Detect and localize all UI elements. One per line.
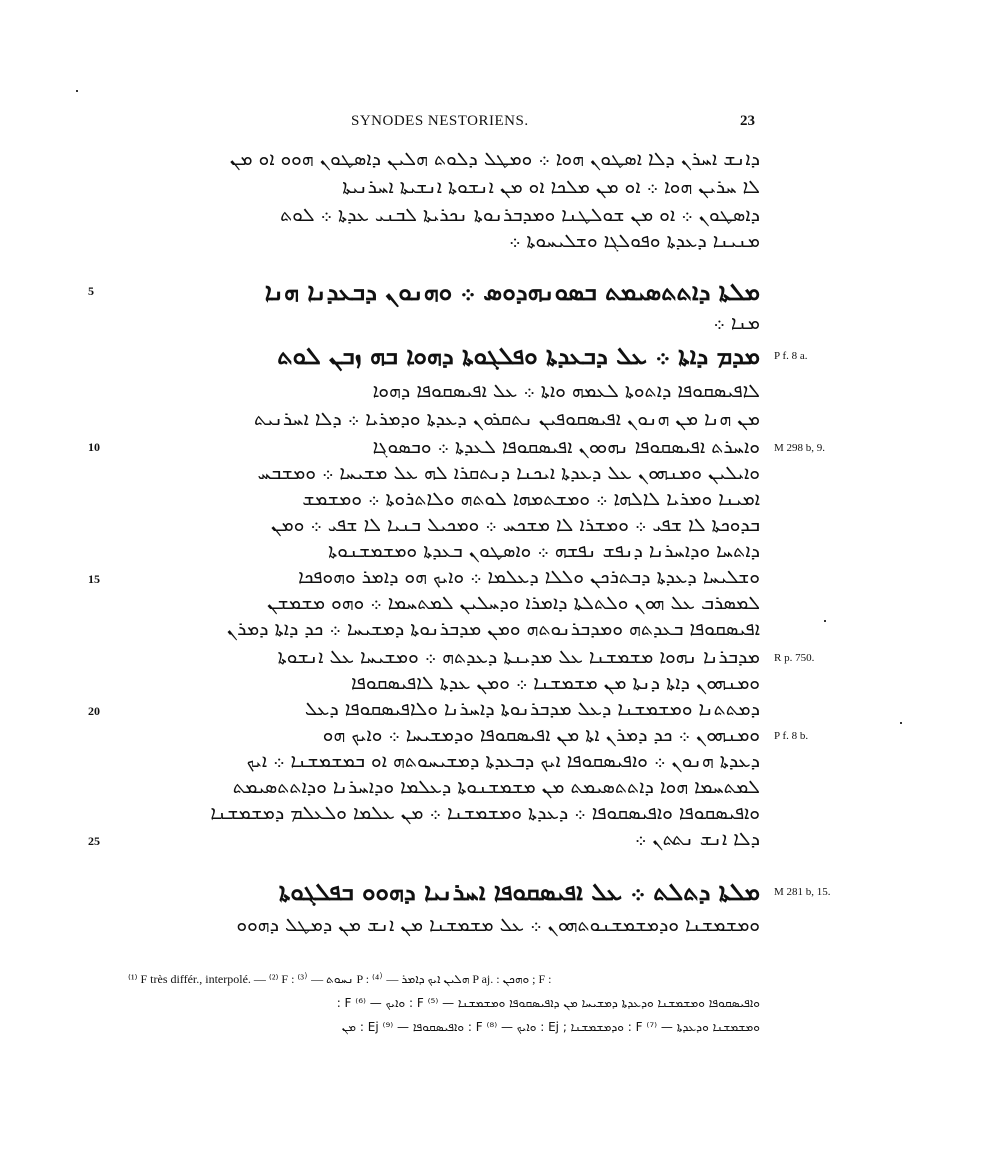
line-number: 15 xyxy=(88,572,100,586)
line-number: 10 xyxy=(88,440,100,454)
syriac-text-line: ܐܡܝܢܐ ܘܡܪܝܐ ܠܐܠܗܐ ܀ ܘܡܫܬܡܗܐ ܠܘܬܗ ܘܠܐܬܪܘܬܐ ܀ ܘܡܫܡܫ xyxy=(302,488,760,510)
running-title: SYNODES NESTORIENS. xyxy=(351,113,529,129)
footnote-line: ܘܡܫܡܫܢܐ ܘܕܥܕܬܐ — ⁽⁷⁾ F : ܘܕܡܫܡܫܢܐ ; Ej : ܘܐܝܟ — ⁽⁸⁾ F : ܘܐܦܝܣܩܘܦܐ — ⁽⁹⁾ Ej : ܡܢ xyxy=(341,1020,760,1034)
syriac-text-line: ܘܡܢܗܘܢ ܕܐܬܐ ܕܢܬܐ ܡܢ ܡܫܡܫܢܐ ܀ ܘܡܢ ܥܕܬܐ ܠܐܦܝܣܩܘܦܐ xyxy=(351,672,760,694)
syriac-text-line: ܘܐܝܠܝܢ ܘܡܢܗܘܢ ܥܠ ܕܥܕܬܐ ܐܝܟܢܐ ܕܢܬܩܪܐ ܠܗ ܥܠ ܡܫܝܚܐ ܀ ܘܡܫܒܚ xyxy=(257,462,760,484)
page-number: 23 xyxy=(740,113,755,129)
scan-speck xyxy=(76,90,78,92)
margin-note: R p. 750. xyxy=(774,652,815,664)
margin-note: M 298 b, 9. xyxy=(774,442,826,454)
syriac-text-line-lead: ܡܕܡ ܕܐܬܐ ܀ ܥܠ ܕܒܥܕܬܐ ܘܦܠܓܘܬܐ ܕܗܘܐ ܒܗ ܙܒܢ ܠܘܬ xyxy=(277,342,760,370)
syriac-text-line: ܐܦܝܣܩܘܦܐ ܒܥܕܬܗ ܘܡܕܒܪܢܘܬܗ ܘܡܢ ܡܕܒܪܢܘܬܐ ܕܡܫܝܚܐ ܀ ܟܕ ܕܐܬܐ ܕܡܪܢ xyxy=(226,618,760,640)
margin-note: P f. 8 b. xyxy=(774,730,809,742)
syriac-text-line: ܠܐ ܚܪܝܢ ܗܘܐ ܀ ܐܘ ܡܢ ܡܠܟܐ ܐܘ ܡܢ ܐܢܫܘܬܐ ܐܢܫܝܬܐ ܐܚܪܢܝܬܐ xyxy=(342,176,760,198)
syriac-text-line: ܕܐܬܚܐ ܘܕܐܚܪܢܐ ܕܢܦܫ ܢܦܫܗ ܀ ܘܐܣܛܘܢ ܒܥܕܬܐ ܘܡܫܡܫܢܘܬܐ xyxy=(328,540,760,562)
syriac-text-line: ܕܐܢܫ ܐܚܪܢ ܕܠܐ ܐܣܛܘܢ ܗܘܐ ܀ ܘܡܛܠ ܕܠܘܬ ܗܠܝܢ ܕܐܣܛܘܢ ܗܘܘ ܐܘ ܡܢ xyxy=(229,148,760,170)
footnote-line: ⁽¹⁾ F très différ., interpolé. — ⁽²⁾ F : ܢܚܘܬ — ⁽³⁾ P : ܗܠܝܢ ܐܝܟ ܕܐܡܪ — ⁽⁴⁾ P aj. : ܘܗܟܢ ; F : xyxy=(128,972,552,986)
syriac-text-line: ܕܐܣܛܘܢ ܀ ܐܘ ܡܢ ܫܘܠܛܢܐ ܘܡܕܒܪܢܘܬܐ ܢܟܪܝܬܐ ܠܒܢܝ ܥܕܬܐ ܀ ܠܘܬ xyxy=(280,204,760,226)
syriac-text-line: ܕܠܐ ܐܢܫ ܢܬܬܢ ܀ xyxy=(634,828,760,850)
section-heading: ܡܠܬܐ ܕܐܬܬܣܝܡܬ ܒܣܘܢܗܕܘܣ ܀ ܘܗܢܘܢ ܕܒܥܕܢܐ ܗܢܐ xyxy=(264,278,760,306)
line-number: 5 xyxy=(88,284,94,298)
line-number: 25 xyxy=(88,834,100,848)
scan-speck xyxy=(900,722,902,724)
syriac-text-line: ܠܡܣܪܒ ܥܠ ܗܘܢ ܘܠܬܠܬܐ ܕܐܡܪܐ ܘܕܚܠܝܢ ܠܡܬܚܡܐ ܀ ܘܗܘ ܡܫܡܫܢ xyxy=(267,592,760,614)
syriac-text-line: ܘܫܠܝܚܐ ܕܥܕܬܐ ܕܒܬܪܟܢ ܘܠܠܐ ܕܥܠܡܐ ܀ ܘܐܝܟ ܗܘ ܕܐܡܪ ܘܗܘܦܟܐ xyxy=(298,566,760,588)
section-heading-continuation: ܡܢܐ ܀ xyxy=(713,312,760,334)
syriac-text-line: ܕܡܬܬܢܐ ܘܡܫܡܫܢܐ ܕܥܠ ܡܕܒܪܢܘܬܐ ܕܐܚܪܢܐ ܘܠܐܦܝܣܩܘܦܐ ܕܥܠ xyxy=(304,698,760,720)
syriac-text-line: ܠܐܦܝܣܩܘܦܐ ܕܐܬܘܬܐ ܠܥܡܗ ܘܐܬܐ ܀ ܥܠ ܐܦܝܣܩܘܦܐ ܕܗܘܐ xyxy=(372,380,760,402)
footnote-line: ܘܐܦܝܣܩܘܦܐ ܘܡܫܡܫܢܐ ܘܕܥܕܬܐ ܕܡܫܝܚܐ ܡܢ ܕܐܦܝܣܩܘܦܐ ܘܡܫܡܫܢܐ — ⁽⁵⁾ F : ܘܐܝܟ — ⁽⁶⁾ F : xyxy=(336,996,760,1010)
syriac-text-line: ܡܢܝܢܐ ܕܥܕܬܐ ܘܦܘܠܓܐ ܘܫܠܝܚܘܬܐ ܀ xyxy=(508,230,760,252)
margin-note: P f. 8 a. xyxy=(774,350,808,362)
syriac-text-line: ܘܐܚܪܬ ܐܦܝܣܩܘܦܐ ܢܗܘܘܢ ܐܦܝܣܩܘܦܐ ܠܥܕܬܐ ܀ ܘܒܣܘܓܐ xyxy=(372,436,760,458)
section-heading: ܡܠܬܐ ܕܬܠܬ ܀ ܥܠ ܐܦܝܣܩܘܦܐ ܐܚܪܢܝܐ ܕܗܘܘ ܒܦܠܓܘܬܐ xyxy=(278,878,760,906)
syriac-text-line: ܘܡܢܗܘܢ ܀ ܟܕ ܕܡܪܢ ܐܬܐ ܡܢ ܐܦܝܣܩܘܦܐ ܘܕܡܫܝܚܐ ܀ ܘܐܝܟ ܗܘ xyxy=(322,724,760,746)
line-number: 20 xyxy=(88,704,100,718)
syriac-text-line: ܘܐܦܝܣܩܘܦܐ ܘܐܦܝܣܩܘܦܐ ܀ ܕܥܕܬܐ ܘܡܫܡܫܢܐ ܀ ܡܢ ܥܠܡܐ ܘܠܥܠܡ ܕܡܫܡܫܢܐ xyxy=(210,802,760,824)
syriac-text-line: ܠܡܬܚܡܐ ܗܘܐ ܕܐܬܬܣܝܡܬ ܡܢ ܡܫܡܫܢܘܬܐ ܕܥܠܡܐ ܘܕܐܚܪܢܐ ܘܕܐܬܬܣܝܡܬ xyxy=(232,776,760,798)
syriac-text-line: ܡܕܒܪܢܐ ܢܗܘܐ ܡܫܡܫܢܐ ܥܠ ܡܕܝܢܬܐ ܕܥܕܬܗ ܀ ܘܡܫܝܚܐ ܥܠ ܐܢܫܘܬܐ xyxy=(277,646,760,668)
syriac-text-line: ܘܡܫܡܫܢܐ ܘܕܡܫܡܫܢܘܬܗܘܢ ܀ ܥܠ ܡܫܡܫܢܐ ܡܢ ܐܢܫ ܡܢ ܕܡܛܠ ܕܗܘܘ xyxy=(236,914,760,936)
page-header xyxy=(0,113,986,133)
syriac-text-line: ܒܕܘܟܬܐ ܠܐ ܫܦܝ ܀ ܘܡܫܪܐ ܠܐ ܡܫܟܚ ܀ ܘܡܟܝܠ ܒܢܝܐ ܠܐ ܫܦܝ ܀ ܘܡܢ xyxy=(270,514,760,536)
scan-speck xyxy=(824,620,826,622)
syriac-text-line: ܡܢ ܗܢܐ ܡܢ ܗܢܘܢ ܐܦܝܣܩܘܦܝܢ ܢܬܩܪܘܢ ܕܥܕܬܐ ܘܕܡܪܝܐ ܀ ܕܠܐ ܐܚܪܢܝܬ xyxy=(253,408,760,430)
margin-note: M 281 b, 15. xyxy=(774,886,831,898)
syriac-text-line: ܕܥܕܬܐ ܗܢܘܢ ܀ ܘܐܦܝܣܩܘܦܐ ܐܝܟ ܕܒܥܕܬܐ ܕܡܫܝܚܘܬܗ ܐܘ ܒܡܫܡܫܢܐ ܀ ܐܝܟ xyxy=(246,750,760,772)
